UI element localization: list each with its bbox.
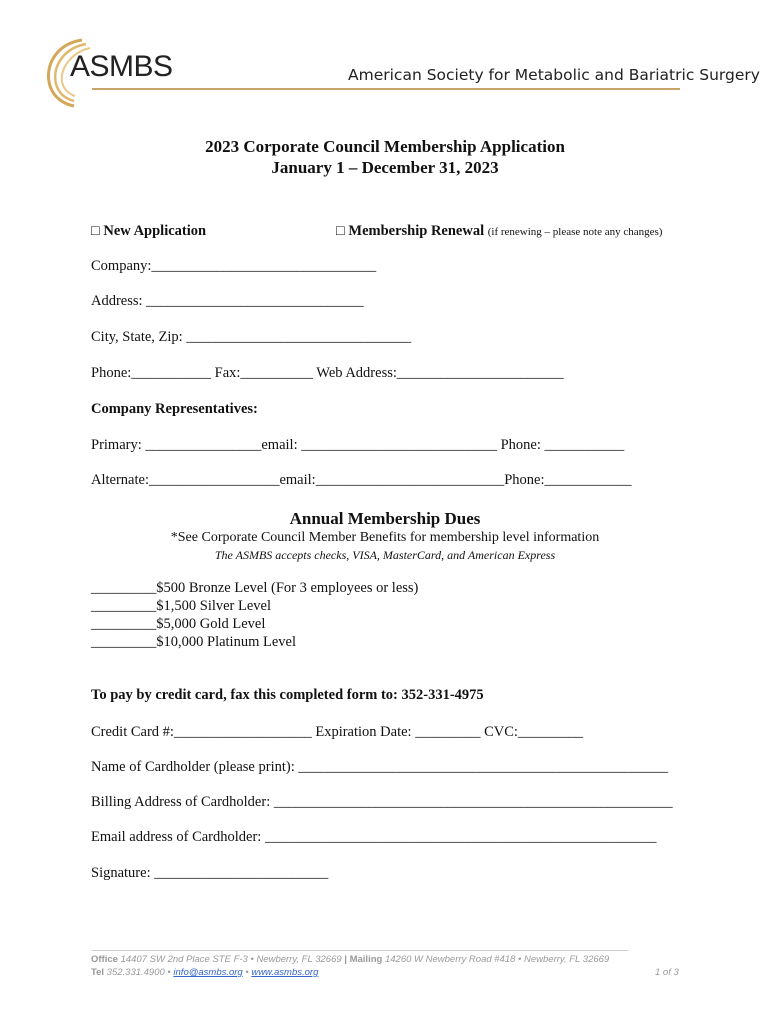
alternate-representative-field[interactable]: Alternate:__________________email:__________________________Phone:____________ — [91, 472, 632, 488]
company-field[interactable]: Company:_______________________________ — [91, 258, 377, 274]
billing-address-field[interactable]: Billing Address of Cardholder: _______________________________________________________ — [91, 794, 673, 810]
contact-bullet: • — [245, 967, 249, 978]
tel-label: Tel — [91, 967, 105, 978]
primary-representative-field[interactable]: Primary: ________________email: ___________________________ Phone: ___________ — [91, 437, 625, 453]
dues-benefits-note: *See Corporate Council Member Benefits for membership level information — [170, 530, 600, 545]
representatives-heading: Company Representatives: — [91, 401, 258, 417]
membership-renewal-option[interactable] — [336, 223, 662, 240]
dues-level-platinum[interactable]: _________$10,000 Platinum Level — [91, 634, 296, 650]
header-divider — [92, 88, 680, 90]
payment-methods-note: The ASMBS accepts checks, VISA, MasterCard, and American Express — [214, 548, 556, 562]
footer-contact — [91, 967, 318, 978]
address-field[interactable]: Address: ______________________________ — [91, 293, 364, 309]
mailing-label: Mailing — [349, 954, 383, 965]
office-address: 14407 SW 2nd Place STE F-3 • Newberry, FL 32669 — [120, 954, 342, 965]
phone-fax-web-field[interactable]: Phone:___________ Fax:__________ Web Address:_______________________ — [91, 365, 564, 381]
form-title: 2023 Corporate Council Membership Application — [205, 137, 565, 156]
membership-renewal-checkbox[interactable]: □ Membership Renewal — [336, 223, 485, 239]
email-link[interactable]: info@asmbs.org — [173, 967, 243, 978]
footer-addresses — [91, 954, 609, 965]
footer-divider — [92, 950, 628, 951]
telephone: 352.331.4900 • — [106, 967, 171, 978]
renewal-note: (if renewing – please note any changes) — [487, 226, 663, 238]
asmbs-logo-text: ASMBS — [70, 50, 173, 83]
cardholder-name-field[interactable]: Name of Cardholder (please print): ___________________________________________________ — [91, 759, 669, 775]
credit-card-number-field[interactable]: Credit Card #:___________________ Expiration Date: _________ CVC:_________ — [91, 724, 584, 740]
dues-heading: Annual Membership Dues — [289, 509, 481, 528]
credit-card-heading: To pay by credit card, fax this completed form to: 352-331-4975 — [91, 687, 484, 703]
city-state-zip-field[interactable]: City, State, Zip: _______________________________ — [91, 329, 412, 345]
new-application-checkbox[interactable]: □ New Application — [91, 223, 207, 239]
signature-field[interactable]: Signature: ________________________ — [91, 865, 329, 881]
footer-separator: | — [344, 954, 347, 965]
organization-name: American Society for Metabolic and Bariatric Surgery — [348, 66, 760, 84]
form-dates: January 1 – December 31, 2023 — [271, 158, 499, 177]
cardholder-email-field[interactable]: Email address of Cardholder: ______________________________________________________ — [91, 829, 657, 845]
mailing-address: 14260 W Newberry Road #418 • Newberry, FL 32669 — [384, 954, 610, 965]
website-link[interactable]: www.asmbs.org — [251, 967, 319, 978]
dues-level-bronze[interactable]: _________$500 Bronze Level (For 3 employees or less) — [91, 580, 419, 596]
page-number: 1 of 3 — [655, 967, 679, 978]
dues-level-gold[interactable]: _________$5,000 Gold Level — [91, 616, 266, 632]
dues-level-silver[interactable]: _________$1,500 Silver Level — [91, 598, 272, 614]
office-label: Office — [91, 954, 118, 965]
